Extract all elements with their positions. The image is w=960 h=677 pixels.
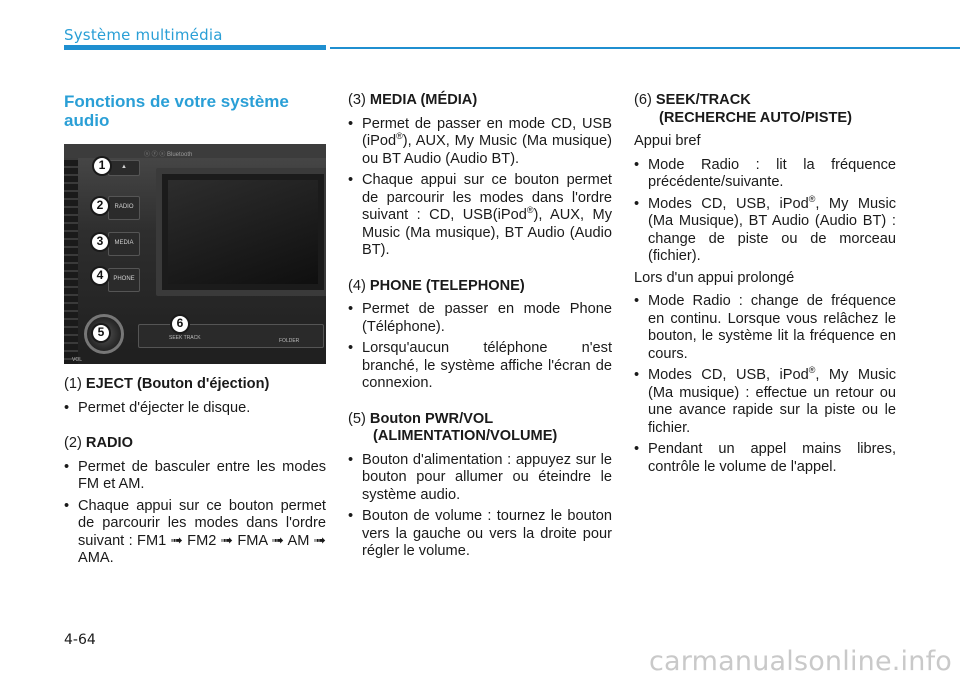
phone-button-graphic: PHONE (108, 268, 140, 292)
column-1 (64, 92, 326, 572)
eject-heading: (1) EJECT (Bouton d'éjection) (64, 376, 270, 392)
seek-heading: (6) SEEK/TRACK (RECHERCHE AUTO/PISTE) (634, 92, 852, 126)
seek-long-bullet-1: • Mode Radio : change de fréquence en continu. Lorsque vous relâchez le bouton, le système lit la fréquence en cours. (634, 293, 896, 363)
figure-top-strip (64, 144, 326, 158)
audio-unit-figure (64, 144, 326, 364)
column-3 (634, 92, 896, 480)
folder-label: FOLDER (279, 338, 300, 344)
pwr-bullet-1: • Bouton d'alimentation : appuyez sur le bouton pour allumer ou éteindre le système audio. (348, 452, 612, 505)
radio-bullet-2: • Chaque appui sur ce bouton permet de parcourir les modes dans l'ordre suivant : FM1 ➟ FM2 ➟ FMA ➟ AM ➟ AMA. (64, 498, 326, 568)
media-bullet-1: • Permet de passer en mode CD, USB (iPod®), AUX, My Music (Ma musique) ou BT Audio (Audio BT). (348, 116, 612, 169)
marker-5: 5 (93, 325, 109, 341)
header-rule (330, 47, 960, 49)
eject-button-graphic: ▲ (108, 160, 140, 176)
marker-4: 4 (92, 268, 108, 284)
header-title: Système multimédia (64, 26, 223, 44)
phone-heading: (4) PHONE (TELEPHONE) (348, 277, 525, 294)
media-button-graphic: MEDIA (108, 232, 140, 256)
column-2 (348, 92, 612, 565)
marker-1: 1 (94, 158, 110, 174)
media-bullet-2: • Chaque appui sur ce bouton permet de parcourir les modes dans l'ordre suivant : CD, USB(iPod®), AUX, My Music (Ma musique), BT Audio (Audio BT). (348, 172, 612, 260)
pwr-bullet-2: • Bouton de volume : tournez le bouton vers la gauche ou vers la droite pour régler le volume. (348, 508, 612, 561)
section-title: Fonctions de votre système audio (64, 92, 289, 130)
seek-short-bullet-2: • Modes CD, USB, iPod®, My Music (Ma Musique), BT Audio (Audio BT) : change de piste ou de morceau (fichier). (634, 196, 896, 266)
display-screen (156, 168, 326, 296)
page-number: 4-64 (64, 632, 96, 648)
knob-label: VOL (72, 357, 83, 363)
media-heading: (3) MEDIA (MÉDIA) (348, 92, 478, 108)
pwr-heading: (5) Bouton PWR/VOL (ALIMENTATION/VOLUME) (348, 410, 558, 444)
radio-button-graphic: RADIO (108, 196, 140, 220)
eject-bullet-1: • Permet d'éjecter le disque. (64, 400, 326, 418)
phone-bullet-1: • Permet de passer en mode Phone (Téléphone). (348, 301, 612, 336)
short-press-label: Appui bref (634, 133, 701, 149)
marker-2: 2 (92, 198, 108, 214)
figure-caption: ⓢ ⓨ ⓢ Bluetooth (144, 152, 193, 158)
control-bar-graphic (138, 324, 324, 348)
radio-bullet-1: • Permet de basculer entre les modes FM et AM. (64, 459, 326, 494)
vent-graphic (64, 144, 78, 364)
long-press-label: Lors d'un appui prolongé (634, 269, 795, 286)
seek-label: SEEK TRACK (169, 335, 201, 341)
phone-bullet-2: • Lorsqu'aucun téléphone n'est branché, le système affiche l'écran de connexion. (348, 340, 612, 393)
seek-short-bullet-1: • Mode Radio : lit la fréquence précédente/suivante. (634, 157, 896, 192)
marker-6: 6 (172, 316, 188, 332)
watermark: carmanualsonline.info (649, 646, 952, 677)
marker-3: 3 (92, 234, 108, 250)
seek-long-bullet-2: • Modes CD, USB, iPod®, My Music (Ma musique) : effectue un retour ou une avance rapide sur la piste ou le fichier. (634, 367, 896, 437)
seek-long-bullet-3: • Pendant un appel mains libres, contrôle le volume de l'appel. (634, 441, 896, 476)
header-bar (64, 45, 326, 50)
radio-heading: (2) RADIO (64, 435, 133, 451)
